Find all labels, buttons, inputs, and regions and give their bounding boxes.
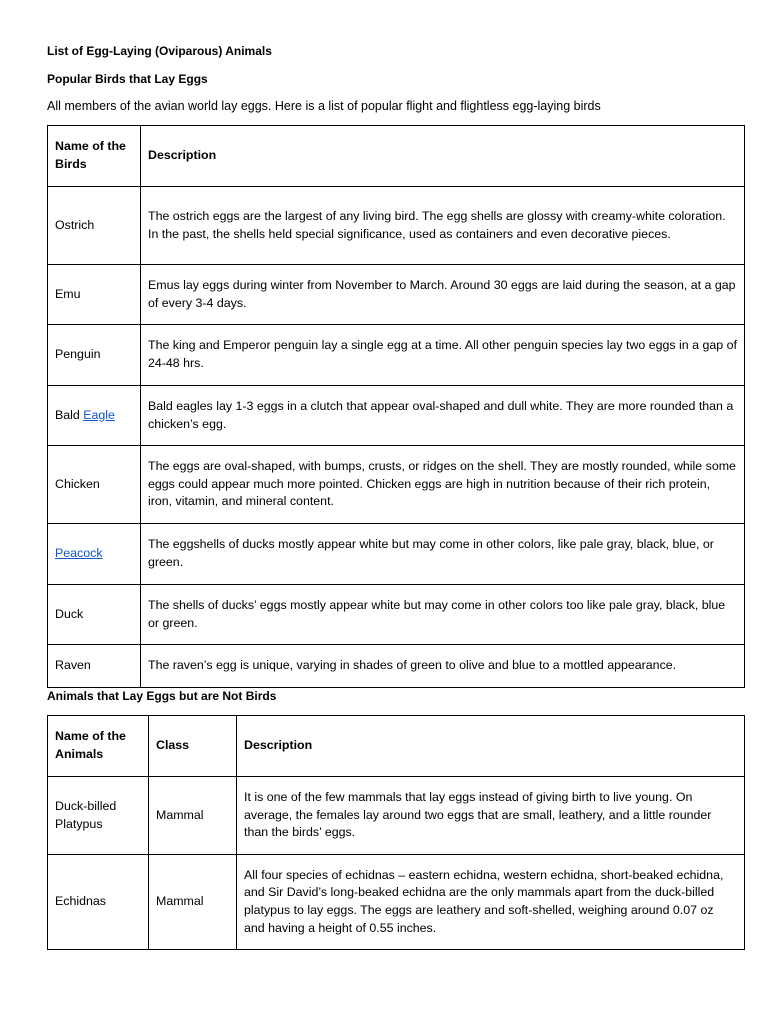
table-row [48, 265, 745, 325]
animal-class-cell: Mammal [149, 855, 237, 950]
header-cell-bird-name: Name of the Birds [48, 126, 141, 187]
header-cell-animal-name: Name of the Animals [48, 716, 149, 777]
bird-description-cell: The eggs are oval-shaped, with bumps, crusts, or ridges on the shell. They are mostly rounded, while some eggs could appear much more pointed. Chicken eggs are high in nutrition because of their rich protein, iron, vitamin, and mineral content. [141, 446, 745, 524]
peacock-link[interactable]: Peacock [55, 546, 103, 561]
table-row [48, 645, 745, 688]
bird-description-cell: The ostrich eggs are the largest of any living bird. The egg shells are glossy with creamy-white coloration. In the past, the shells held special significance, used as containers and even decorative pieces. [141, 187, 745, 265]
bird-name-cell: Penguin [48, 325, 141, 386]
animal-name-cell: Echidnas [48, 855, 149, 950]
animal-description-cell: It is one of the few mammals that lay eggs instead of giving birth to live young. On average, the females lay around two eggs that are small, leathery, and a little rounder than the birds’ eggs. [237, 777, 745, 855]
bird-name-cell: Chicken [48, 446, 141, 524]
table-row [48, 386, 745, 446]
table-header-row [48, 716, 745, 777]
table-row [48, 446, 745, 524]
bird-name-cell: Duck [48, 585, 141, 645]
table-row [48, 777, 745, 855]
bird-description-cell: The king and Emperor penguin lay a single egg at a time. All other penguin species lay two eggs in a gap of 24-48 hrs. [141, 325, 745, 386]
bird-name-cell [48, 524, 141, 585]
bird-description-cell: The eggshells of ducks mostly appear white but may come in other colors, like pale gray, black, blue, or green. [141, 524, 745, 585]
table-row [48, 585, 745, 645]
bird-description-cell: Bald eagles lay 1-3 eggs in a clutch that appear oval-shaped and dull white. They are more rounded than a chicken’s egg. [141, 386, 745, 446]
bird-name-cell: Emu [48, 265, 141, 325]
bird-name-cell [48, 386, 141, 446]
eagle-link[interactable]: Eagle [83, 407, 115, 422]
table-row [48, 325, 745, 386]
bird-name-cell: Ostrich [48, 187, 141, 265]
header-cell-class: Class [149, 716, 237, 777]
bird-description-cell: Emus lay eggs during winter from November to March. Around 30 eggs are laid during the season, at a gap of every 3-4 days. [141, 265, 745, 325]
document-title: List of Egg-Laying (Oviparous) Animals [47, 44, 272, 58]
bird-name-cell: Raven [48, 645, 141, 688]
birds-table [47, 125, 745, 688]
table-row [48, 524, 745, 585]
bird-description-cell: The shells of ducks’ eggs mostly appear white but may come in other colors too like pale gray, black, blue or green. [141, 585, 745, 645]
section-intro-birds: All members of the avian world lay eggs. Here is a list of popular flight and flightless egg-laying birds [47, 99, 601, 113]
table-header-row [48, 126, 745, 187]
section-heading-birds: Popular Birds that Lay Eggs [47, 72, 208, 86]
animal-name-cell: Duck-billed Platypus [48, 777, 149, 855]
animal-description-cell: All four species of echidnas – eastern echidna, western echidna, short-beaked echidna, and Sir David’s long-beaked echidna are the only mammals apart from the duck-billed platypus to lay eggs. The eggs are leathery and soft-shelled, weighing around 0.07 oz and having a height of 0.55 inches. [237, 855, 745, 950]
bird-name-prefix: Bald [55, 407, 84, 422]
table-row [48, 187, 745, 265]
table-row [48, 855, 745, 950]
section-heading-non-birds: Animals that Lay Eggs but are Not Birds [47, 689, 277, 703]
animals-table [47, 715, 745, 950]
header-cell-description: Description [141, 126, 745, 187]
animal-class-cell: Mammal [149, 777, 237, 855]
bird-description-cell: The raven’s egg is unique, varying in shades of green to olive and blue to a mottled appearance. [141, 645, 745, 688]
header-cell-description: Description [237, 716, 745, 777]
